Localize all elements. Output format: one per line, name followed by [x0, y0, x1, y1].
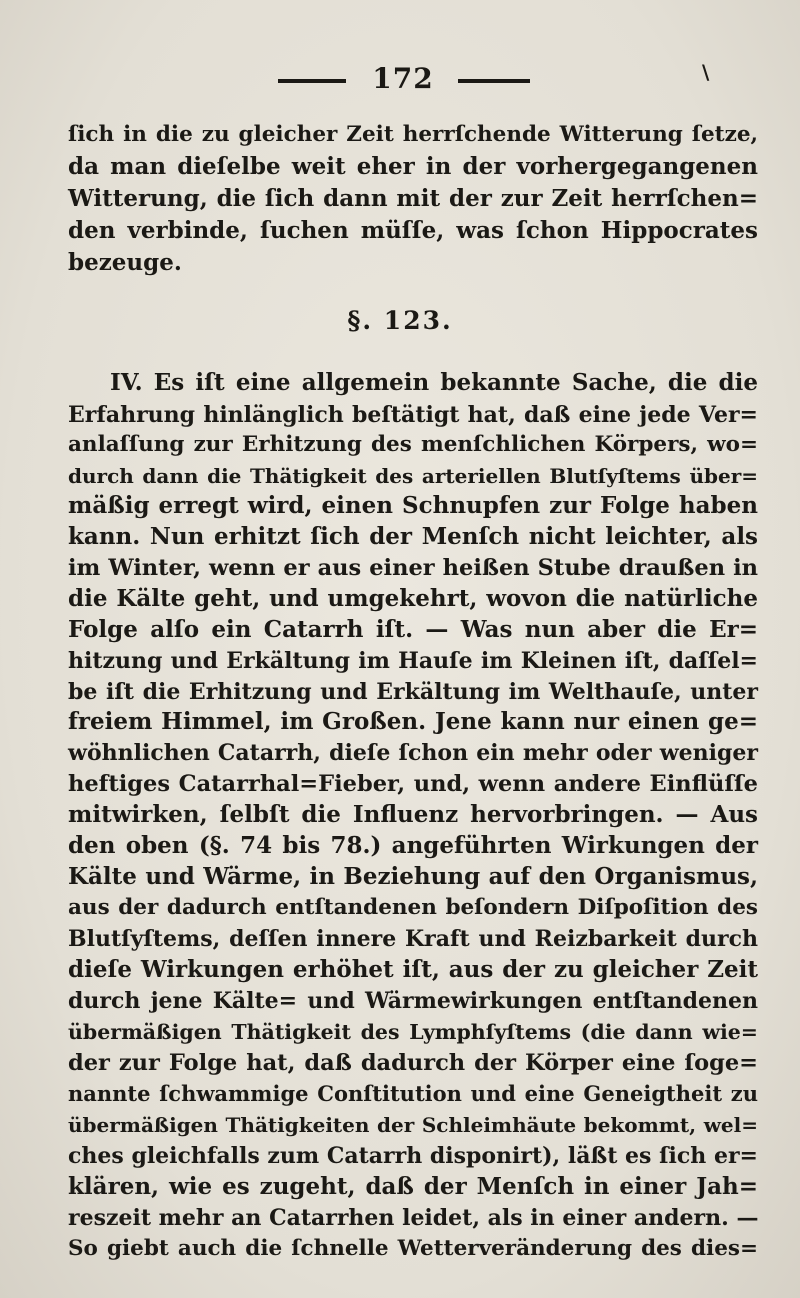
- text-line: IV. Es iſt eine allgemein bekannte Sache, die die: [110, 369, 758, 396]
- text-line: durch jene Kälte= und Wärmewirkungen entſtandenen: [68, 988, 758, 1014]
- header-rule-right: [458, 79, 530, 83]
- text-line: aus der dadurch entſtandenen beſondern Diſpoſition des: [68, 895, 758, 920]
- text-line: im Winter, wenn er aus einer heißen Stube draußen in: [68, 555, 758, 581]
- page-header: [0, 62, 800, 102]
- text-line: Erfahrung hinlänglich beſtätigt hat, daß eine jede Ver=: [68, 402, 758, 428]
- text-line: bezeuge.: [68, 249, 182, 276]
- text-line: ches gleichfalls zum Catarrh disponirt), läßt es ſich er=: [68, 1143, 758, 1169]
- text-line: wöhnlichen Catarrh, dieſe ſchon ein mehr oder weniger: [68, 740, 758, 766]
- text-line: den oben (§. 74 bis 78.) angeführten Wirkungen der: [68, 832, 758, 859]
- text-line: ſich in die zu gleicher Zeit herrſchende Witterung ſetze,: [68, 122, 758, 147]
- text-line: reszeit mehr an Catarrhen leidet, als in einer andern. —: [68, 1205, 759, 1231]
- header-rule-left: [278, 79, 346, 83]
- text-line: Kälte und Wärme, in Beziehung auf den Organismus,: [68, 863, 758, 890]
- text-line: Folge alſo ein Catarrh iſt. — Was nun aber die Er=: [68, 616, 758, 643]
- text-line: mäßig erregt wird, einen Schnupfen zur Folge haben: [68, 492, 758, 519]
- corner-mark: \: [702, 60, 710, 84]
- text-line: die Kälte geht, und umgekehrt, wovon die natürliche: [68, 585, 758, 612]
- text-line: be iſt die Erhitzung und Erkältung im Welthauſe, unter: [68, 679, 758, 705]
- page-number: 172: [372, 62, 434, 95]
- text-line: anlaſſung zur Erhitzung des menſchlichen Körpers, wo=: [68, 432, 758, 457]
- text-line: übermäßigen Thätigkeiten der Schleimhäute bekommt, wel=: [68, 1113, 758, 1137]
- text-line: freiem Himmel, im Großen. Jene kann nur einen ge=: [68, 708, 758, 735]
- text-line: Blutſyſtems, deſſen innere Kraft und Reizbarkeit durch: [68, 926, 758, 952]
- text-line: nannte ſchwammige Conſtitution und eine Geneigtheit zu: [68, 1081, 758, 1106]
- text-line: Witterung, die ſich dann mit der zur Zeit herrſchen=: [68, 185, 758, 212]
- text-line: übermäßigen Thätigkeit des Lymphſyſtems (die dann wie=: [68, 1020, 758, 1044]
- text-line: mitwirken, ſelbſt die Influenz hervorbringen. — Aus: [68, 801, 758, 828]
- text-line: der zur Folge hat, daß dadurch der Körper eine ſoge=: [68, 1050, 758, 1076]
- text-line: klären, wie es zugeht, daß der Menſch in einer Jah=: [68, 1173, 758, 1200]
- text-line: den verbinde, ſuchen müſſe, was ſchon Hippocrates: [68, 217, 758, 244]
- text-line: durch dann die Thätigkeit des arteriellen Blutſyſtems über=: [68, 464, 758, 488]
- text-line: dieſe Wirkungen erhöhet iſt, aus der zu gleicher Zeit: [68, 956, 758, 983]
- section-heading: §. 123.: [347, 306, 453, 335]
- text-line: So giebt auch die ſchnelle Wetterveränderung des dies=: [68, 1236, 758, 1261]
- text-line: kann. Nun erhitzt ſich der Menſch nicht leichter, als: [68, 523, 758, 550]
- text-line: heftiges Catarrhal=Fieber, und, wenn andere Einflüſſe: [68, 771, 758, 797]
- text-line: da man dieſelbe weit eher in der vorhergegangenen: [68, 153, 758, 180]
- text-line: hitzung und Erkältung im Hauſe im Kleinen iſt, daſſel=: [68, 648, 758, 674]
